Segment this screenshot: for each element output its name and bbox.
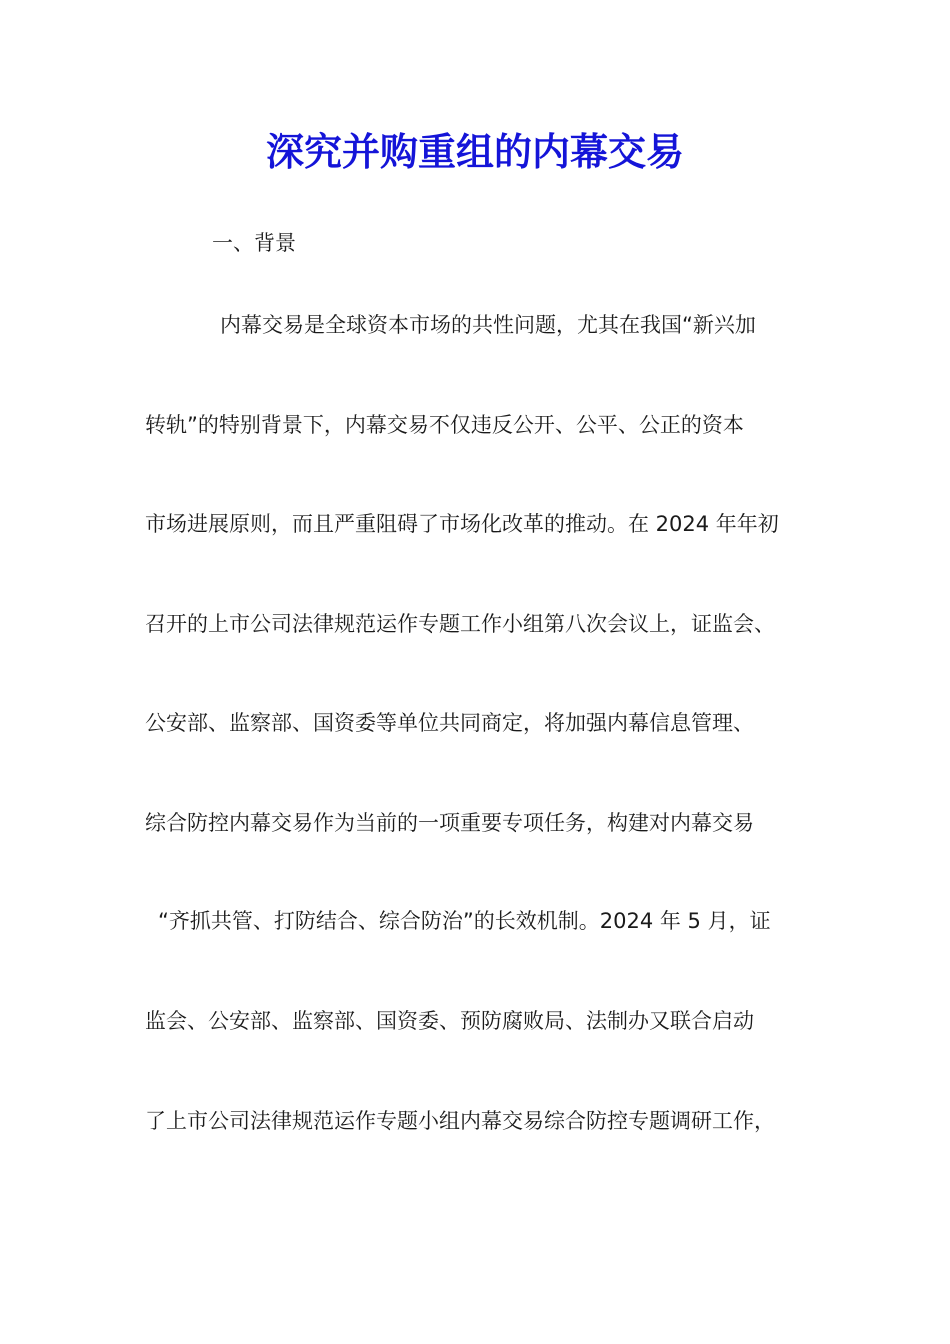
paragraph-line: 转轨”的特别背景下，内幕交易不仅违反公开、公平、公正的资本 xyxy=(145,413,744,437)
paragraph-line: 召开的上市公司法律规范运作专题工作小组第八次会议上，证监会、 xyxy=(145,612,775,636)
paragraph-line: 公安部、监察部、国资委等单位共同商定，将加强内幕信息管理、 xyxy=(145,711,754,735)
paragraph-line: 综合防控内幕交易作为当前的一项重要专项任务，构建对内幕交易 xyxy=(145,811,754,835)
paragraph-line: 内幕交易是全球资本市场的共性问题，尤其在我国“新兴加 xyxy=(220,313,756,337)
paragraph-line: 了上市公司法律规范运作专题小组内幕交易综合防控专题调研工作， xyxy=(145,1109,775,1133)
paragraph-line: “齐抓共管、打防结合、综合防治”的长效机制。2024 年 5 月，证 xyxy=(158,909,771,933)
paragraph-line: 市场进展原则，而且严重阻碍了市场化改革的推动。在 2024 年年初 xyxy=(145,512,779,536)
document-title: 深究并购重组的内幕交易 xyxy=(265,129,684,174)
paragraph-line: 监会、公安部、监察部、国资委、预防腐败局、法制办又联合启动 xyxy=(145,1009,754,1033)
section-heading: 一、背景 xyxy=(212,231,296,255)
